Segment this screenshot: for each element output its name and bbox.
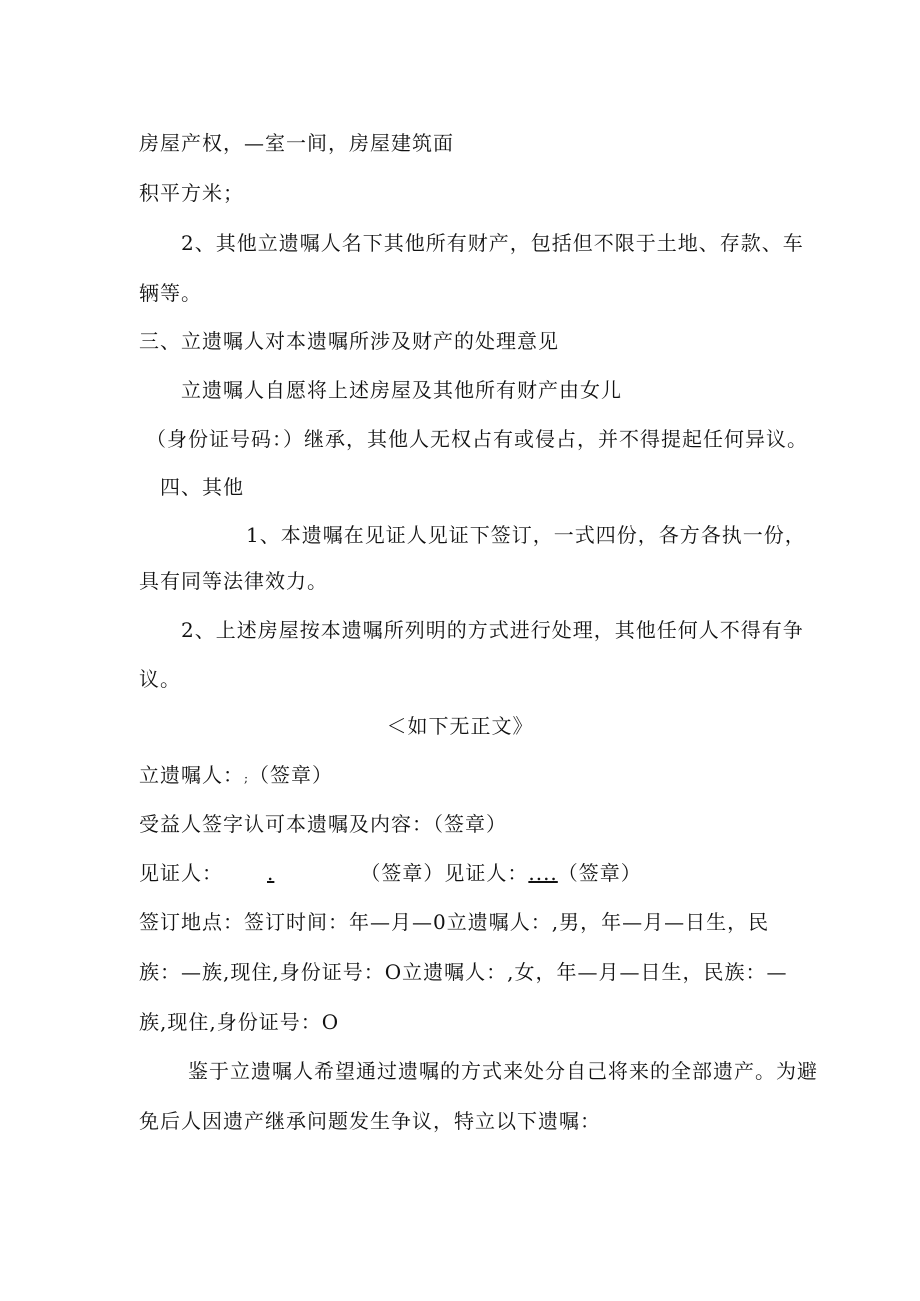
preamble-line-2: 免后人因遗产继承问题发生争议，特立以下遗嘱： — [139, 1109, 601, 1133]
witness1-label: 见证人： — [139, 861, 223, 885]
section3-line-2: （身份证号码：）继承，其他人无权占有或侵占，并不得提起任何异议。 — [146, 427, 808, 451]
testator-label: 立遗嘱人： — [139, 763, 244, 787]
section3-line-1: 立遗嘱人自愿将上述房屋及其他所有财产由女儿 — [181, 378, 622, 402]
property-line-1: 房屋产权，—室一间，房屋建筑面 — [139, 131, 454, 155]
section4-item1-line-1: 1、本遗嘱在见证人见证下签订，一式四份，各方各执一份， — [246, 523, 806, 547]
section4-item1-line-2: 具有同等法律效力。 — [139, 569, 328, 593]
witness2-label: 见证人： — [444, 861, 529, 885]
info-line-1: 签订地点：签订时间：年—月—0立遗嘱人：,男，年—月—日生，民 — [139, 910, 770, 934]
testator-mark: ; — [244, 771, 250, 785]
testator-signature-line — [139, 762, 333, 791]
end-note: ＜如下无正文》 — [386, 714, 534, 738]
item2-line-1: 2、其他立遗嘱人名下其他所有财产，包括但不限于土地、存款、车 — [181, 231, 804, 255]
witness2-mark: .... — [528, 861, 558, 885]
section4-item2-line-2: 议。 — [139, 667, 181, 691]
info-line-3: 族,现住,身份证号：O — [139, 1010, 340, 1034]
preamble-line-1: 鉴于立遗嘱人希望通过遗嘱的方式来处分自己将来的全部遗产。为避 — [188, 1059, 818, 1083]
witness1-seal: （签章） — [360, 861, 445, 885]
testator-seal: （签章） — [249, 763, 334, 787]
property-line-2: 积平方米； — [139, 181, 244, 205]
beneficiary-line: 受益人签字认可本遗嘱及内容：（签章） — [139, 812, 507, 836]
witness2-seal: （签章） — [557, 861, 642, 885]
section4-item2-line-1: 2、上述房屋按本遗嘱所列明的方式进行处理，其他任何人不得有争 — [181, 618, 804, 642]
witness1-mark: . — [267, 861, 275, 885]
info-line-2: 族：—族,现住,身份证号：O立遗嘱人：,女，年—月—日生，民族：— — [139, 960, 788, 984]
section4-heading: 四、其他 — [160, 475, 244, 499]
item2-line-2: 辆等。 — [139, 281, 202, 305]
witness-signature-line — [139, 860, 642, 886]
section3-heading: 三、立遗嘱人对本遗嘱所涉及财产的处理意见 — [139, 329, 559, 353]
